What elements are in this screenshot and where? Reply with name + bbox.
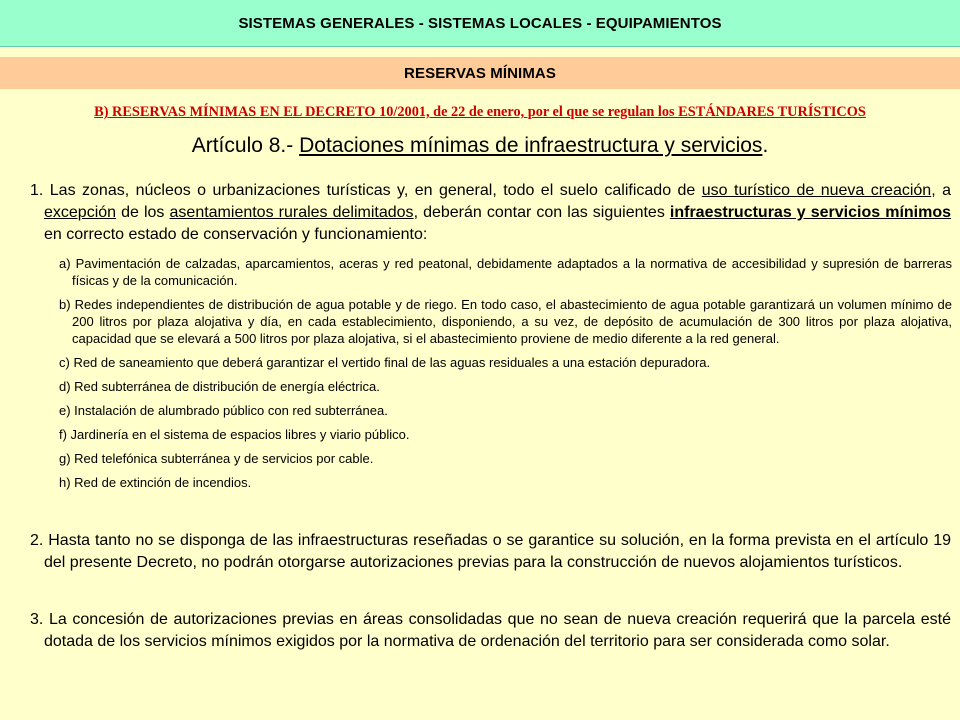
list-item: e) Instalación de alumbrado público con red subterránea. xyxy=(59,403,388,418)
list-item: c) Red de saneamiento que deberá garantizar el vertido final de las aguas residuales a una estación depuradora. xyxy=(59,355,711,370)
list-item: h) Red de extinción de incendios. xyxy=(59,475,252,490)
article-suffix: . xyxy=(762,134,769,157)
article-prefix: Artículo 8.- xyxy=(191,134,300,157)
list-item: a) Pavimentación de calzadas, aparcamientos, aceras y red peatonal, debidamente adaptados a la normativa de accesibilidad y supresión de barreras físicas y de la comunicación. xyxy=(59,256,952,288)
list-item: d) Red subterránea de distribución de energía eléctrica. xyxy=(59,379,380,394)
p1-text-2: , a xyxy=(931,182,951,199)
list-item: f) Jardinería en el sistema de espacios libres y viario público. xyxy=(59,427,410,442)
decree-subtitle: B) RESERVAS MÍNIMAS EN EL DECRETO 10/2001, de 22 de enero, por el que se regulan los ESTÁNDARES TURÍSTICOS xyxy=(94,104,866,120)
paragraph-3: 3. La concesión de autorizaciones previas en áreas consolidadas que no sean de nueva creación requerirá que la parcela esté dotada de los servicios mínimos exigidos por la normativa de ordenación del territorio para ser considerada como solar. xyxy=(30,611,951,650)
p1-text-3: de los xyxy=(116,204,170,221)
p1-underline-2: excepción xyxy=(44,204,117,221)
article-title: Dotaciones mínimas de infraestructura y servicios xyxy=(299,134,763,157)
header-band-reserves xyxy=(0,57,960,89)
p1-underline-3: asentamientos rurales delimitados xyxy=(169,204,414,221)
p1-text-4: , deberán contar con las siguientes xyxy=(413,204,670,221)
article-heading xyxy=(0,134,960,158)
header-band-systems xyxy=(0,0,960,47)
list-item: b) Redes independientes de distribución de agua potable y de riego. En todo caso, el abastecimiento de agua potable garantizará un volumen mínimo de 200 litros por plaza alojativa y día, en cada establecimiento, disponiendo, a su vez, de depósito de acumulación de 300 litros por plaza alojativa, capacidad que se elevará a 500 litros por plaza alojativa, si el abastecimiento proviene de medio diferente a la red general. xyxy=(59,297,952,346)
p1-text-1: 1. Las zonas, núcleos o urbanizaciones turísticas y, en general, todo el suelo calificado de xyxy=(30,182,702,199)
p1-underline-1: uso turístico de nueva creación xyxy=(701,182,932,199)
p1-bold-underline: infraestructuras y servicios mínimos xyxy=(669,204,952,221)
requirements-list xyxy=(59,255,952,498)
p1-text-5: en correcto estado de conservación y funcionamiento: xyxy=(44,226,428,243)
paragraph-2: 2. Hasta tanto no se disponga de las infraestructuras reseñadas o se garantice su solución, en la forma prevista en el artículo 19 del presente Decreto, no podrán otorgarse autorizaciones previas para la construcción de nuevos alojamientos turísticos. xyxy=(30,532,951,571)
section-title: RESERVAS MÍNIMAS xyxy=(404,64,556,82)
header-title: SISTEMAS GENERALES - SISTEMAS LOCALES - EQUIPAMIENTOS xyxy=(238,14,722,32)
paragraph-1 xyxy=(30,180,951,246)
list-item: g) Red telefónica subterránea y de servicios por cable. xyxy=(59,451,374,466)
